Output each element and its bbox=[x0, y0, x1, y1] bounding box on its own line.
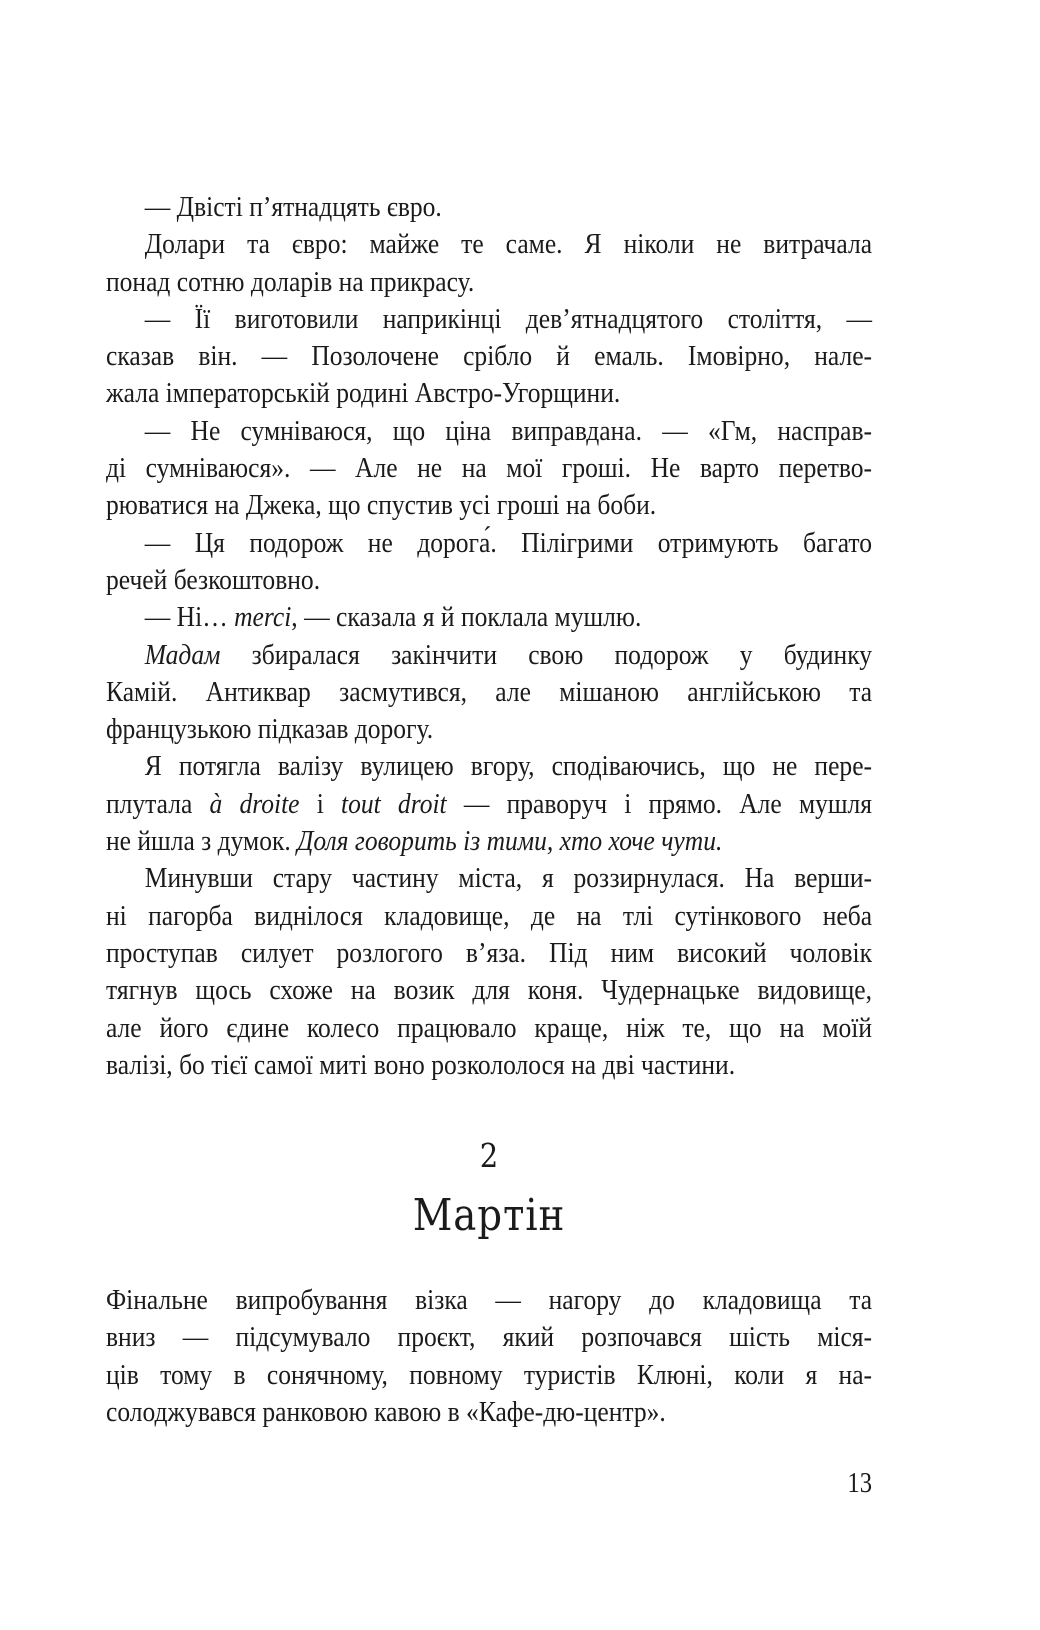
text-line bbox=[106, 301, 872, 338]
text-segment: Фінальне випробування візка — нагору до кладовища та bbox=[106, 1284, 873, 1317]
text-segment: тягнув щось схоже на возик для коня. Чудернацьке видовище, bbox=[106, 974, 873, 1007]
paragraph bbox=[106, 226, 872, 301]
text-segment: — праворуч і прямо. Але мушля bbox=[446, 787, 873, 820]
italic-text-segment: tout droit bbox=[341, 787, 447, 820]
text-line bbox=[106, 487, 872, 524]
text-line bbox=[106, 786, 872, 823]
text-line bbox=[106, 562, 872, 599]
text-line bbox=[106, 189, 872, 226]
text-segment: речей безкоштовно. bbox=[106, 563, 321, 596]
text-segment: Долари та євро: майже те саме. Я ніколи не витрачала bbox=[144, 228, 873, 261]
text-line bbox=[106, 1010, 872, 1047]
paragraph bbox=[106, 748, 872, 860]
text-line bbox=[106, 264, 872, 301]
paragraph bbox=[106, 860, 872, 1084]
text-line bbox=[106, 972, 872, 1009]
chapter-title: Мартін bbox=[412, 1190, 566, 1242]
text-segment: Камій. Антиквар засмутився, але мішаною англійською та bbox=[106, 675, 873, 708]
body-text-after-chapter bbox=[106, 1282, 872, 1431]
italic-text-segment: à droite bbox=[209, 787, 300, 820]
text-line bbox=[106, 748, 872, 785]
text-line bbox=[106, 674, 872, 711]
paragraph bbox=[106, 525, 872, 600]
text-segment: ді сумніваюся». — Але не на мої гроші. Не варто перетво- bbox=[106, 452, 873, 485]
text-segment: французькою підказав дорогу. bbox=[106, 713, 434, 746]
text-segment: але його єдине колесо працювало краще, ніж те, що на моїй bbox=[106, 1011, 873, 1044]
text-line bbox=[106, 525, 872, 562]
text-segment: ні пагорба виднілося кладовище, де на тлі сутінкового неба bbox=[106, 899, 873, 932]
text-line bbox=[106, 935, 872, 972]
paragraph bbox=[106, 189, 872, 226]
text-segment: ців тому в сонячному, повному туристів Клюні, коли я на- bbox=[106, 1358, 873, 1391]
text-segment: солоджувався ранковою кавою в «Кафе-дю-центр». bbox=[106, 1396, 666, 1429]
italic-text-segment: merci bbox=[234, 601, 292, 634]
text-segment: плутала bbox=[106, 787, 210, 820]
text-segment: — Ні… bbox=[144, 601, 235, 634]
text-line bbox=[106, 599, 872, 636]
text-segment: вниз — підсумувало проєкт, який розпочався шість міся- bbox=[106, 1321, 873, 1354]
text-segment: проступав силует розлогого в’яза. Під ним високий чоловік bbox=[106, 936, 873, 969]
text-segment: — Її виготовили наприкінці дев’ятнадцятого століття, — bbox=[144, 302, 873, 335]
body-text-before-chapter bbox=[106, 189, 872, 1084]
paragraph bbox=[106, 1282, 872, 1431]
text-line bbox=[106, 226, 872, 263]
text-line bbox=[106, 898, 872, 935]
italic-text-segment: Мадам bbox=[144, 638, 221, 671]
text-line bbox=[106, 338, 872, 375]
text-segment: Минувши стару частину міста, я роззирнулася. На верши- bbox=[144, 862, 873, 895]
text-line bbox=[106, 1357, 872, 1394]
text-line bbox=[106, 860, 872, 897]
text-line bbox=[106, 1394, 872, 1431]
page-number: 13 bbox=[847, 1468, 873, 1500]
text-segment: не йшла з думок. bbox=[106, 825, 298, 858]
text-segment: і bbox=[299, 787, 342, 820]
paragraph bbox=[106, 301, 872, 413]
text-line bbox=[106, 823, 872, 860]
italic-text-segment: Доля говорить із тими, хто хоче чути. bbox=[297, 825, 723, 858]
text-line bbox=[106, 375, 872, 412]
text-segment: жала імператорській родині Австро-Угорщини. bbox=[106, 377, 621, 410]
text-line bbox=[106, 413, 872, 450]
text-line bbox=[106, 637, 872, 674]
text-segment: — Двісті п’ятнадцять євро. bbox=[144, 191, 442, 223]
text-segment: — Не сумніваюся, що ціна виправдана. — «Гм, насправ- bbox=[144, 414, 873, 447]
chapter-number: 2 bbox=[479, 1136, 499, 1176]
text-line bbox=[106, 1282, 872, 1319]
text-segment: сказав він. — Позолочене срібло й емаль. Імовірно, нале- bbox=[106, 340, 873, 373]
text-block bbox=[106, 189, 872, 1501]
text-segment: понад сотню доларів на прикрасу. bbox=[106, 265, 475, 298]
text-segment: рюватися на Джека, що спустив усі гроші на боби. bbox=[106, 489, 657, 522]
paragraph bbox=[106, 599, 872, 636]
text-segment: — Ця подорож не дорога́. Пілігрими отримують багато bbox=[144, 526, 873, 559]
text-segment: валізі, бо тієї самої миті воно розкололося на дві частини. bbox=[106, 1048, 736, 1081]
text-line bbox=[106, 711, 872, 748]
text-segment: , — сказала я й поклала мушлю. bbox=[291, 601, 642, 634]
text-segment: збиралася закінчити свою подорож у будинку bbox=[220, 638, 873, 671]
text-line bbox=[106, 450, 872, 487]
paragraph bbox=[106, 413, 872, 525]
text-line bbox=[106, 1047, 872, 1084]
text-segment: Я потягла валізу вулицею вгору, сподіваючись, що не пере- bbox=[144, 750, 873, 783]
paragraph bbox=[106, 637, 872, 749]
text-line bbox=[106, 1319, 872, 1356]
